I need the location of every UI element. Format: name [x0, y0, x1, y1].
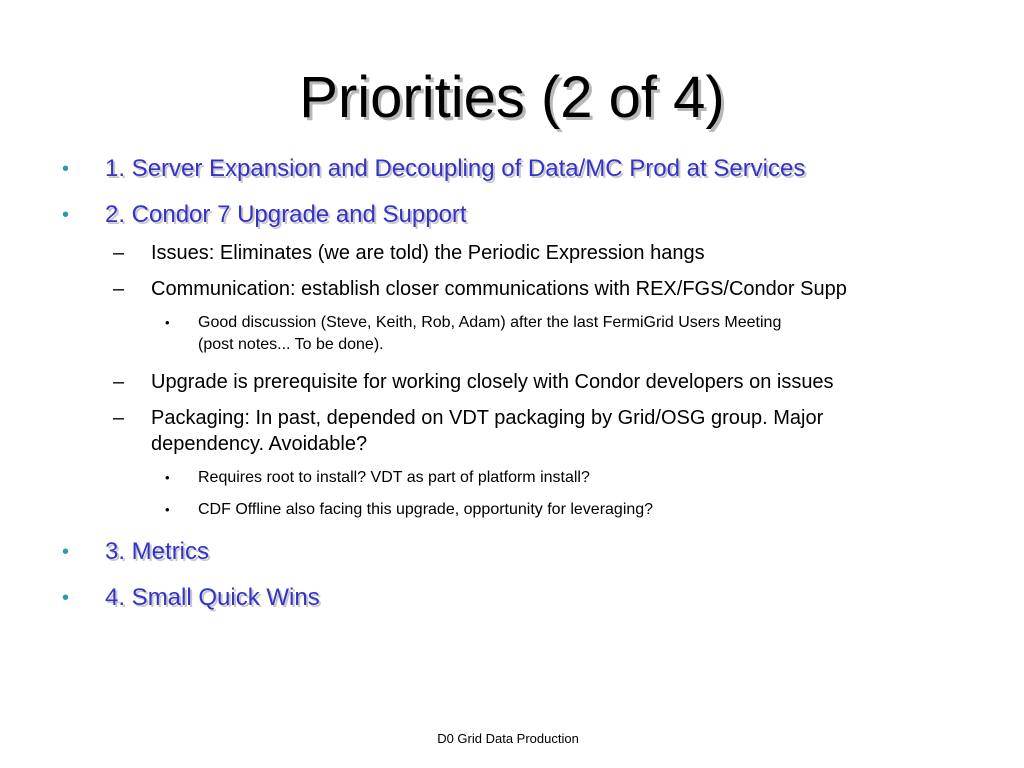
dash-icon: –: [113, 407, 125, 429]
bullet-item-3: [62, 537, 210, 567]
sub-sub-item-text-line2: (post notes... To be done).: [198, 336, 384, 353]
bullet-icon: •: [165, 470, 170, 485]
sub-sub-item-discussion: [165, 312, 782, 356]
dash-icon: –: [113, 278, 125, 300]
bullet-icon: •: [62, 204, 70, 226]
bullet-text: 1. Server Expansion and Decoupling of Data/MC Prod at Services: [105, 155, 806, 182]
bullet-text: 3. Metrics: [105, 538, 210, 565]
bullet-icon: •: [62, 587, 70, 609]
bullet-icon: •: [165, 502, 170, 517]
bullet-item-1: [62, 154, 806, 184]
sub-item-text: Communication: establish closer communications with REX/FGS/Condor Supp: [151, 278, 847, 300]
bullet-icon: •: [62, 158, 70, 180]
bullet-item-4: [62, 583, 320, 613]
bullet-icon: •: [62, 541, 70, 563]
bullet-text: 2. Condor 7 Upgrade and Support: [105, 201, 467, 228]
sub-item-text: Issues: Eliminates (we are told) the Periodic Expression hangs: [151, 242, 705, 264]
dash-icon: –: [113, 242, 125, 264]
sub-item-text-line1: Packaging: In past, depended on VDT packaging by Grid/OSG group. Major: [151, 407, 824, 429]
sub-item-communication: [113, 276, 847, 302]
sub-item-packaging: [113, 405, 824, 457]
bullet-text: 4. Small Quick Wins: [105, 584, 320, 611]
sub-item-text: Upgrade is prerequisite for working closely with Condor developers on issues: [151, 371, 834, 393]
sub-item-text-line2: dependency. Avoidable?: [151, 433, 368, 455]
sub-item-upgrade: [113, 369, 834, 395]
sub-sub-item-cdf-offline: [165, 499, 654, 521]
sub-item-issues: [113, 240, 705, 266]
sub-sub-item-text: Requires root to install? VDT as part of platform install?: [198, 469, 590, 486]
bullet-icon: •: [165, 315, 170, 330]
sub-sub-item-text-line1: Good discussion (Steve, Keith, Rob, Adam) after the last FermiGrid Users Meeting: [198, 314, 782, 331]
slide-title: Priorities (2 of 4): [299, 65, 725, 130]
bullet-item-2: [62, 200, 467, 230]
slide-footer: D0 Grid Data Production: [437, 731, 579, 746]
dash-icon: –: [113, 371, 125, 393]
sub-sub-item-requires-root: [165, 467, 590, 489]
sub-sub-item-text: CDF Offline also facing this upgrade, opportunity for leveraging?: [198, 501, 654, 518]
